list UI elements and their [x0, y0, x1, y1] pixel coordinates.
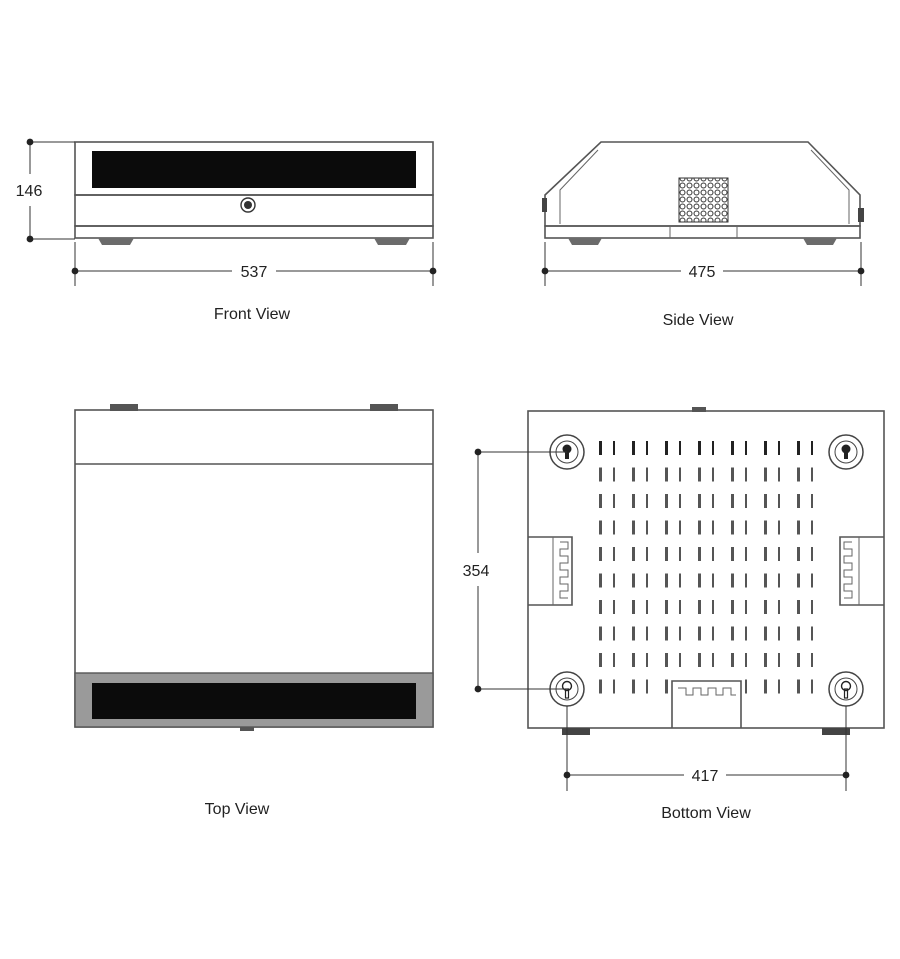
- vent-slot: [764, 468, 767, 482]
- vent-slot: [811, 494, 813, 508]
- side-latch-left: [542, 198, 547, 212]
- vent-slot: [764, 600, 767, 614]
- bottom-side-bracket-right: [840, 537, 884, 605]
- vent-slot: [665, 680, 668, 694]
- front-height-dimension: [16, 139, 75, 243]
- side-view-caption: Side View: [662, 312, 734, 329]
- bottom-width-label: 417: [691, 768, 719, 785]
- vent-slot: [764, 441, 767, 455]
- front-lower-body: [75, 195, 433, 226]
- vent-slot: [745, 680, 747, 694]
- vent-slot: [632, 600, 635, 614]
- top-view: [75, 404, 433, 818]
- vent-slot: [811, 468, 813, 482]
- vent-slot: [797, 600, 800, 614]
- vent-slot: [679, 574, 681, 588]
- vent-slot: [712, 494, 714, 508]
- vent-slot: [665, 521, 668, 535]
- vent-slot: [599, 653, 602, 667]
- top-lock-tab: [240, 727, 254, 731]
- vent-slot: [698, 521, 701, 535]
- vent-slot: [797, 468, 800, 482]
- bottom-height-dimension: [463, 449, 567, 693]
- vent-slot: [698, 468, 701, 482]
- vent-slots: [599, 441, 813, 694]
- bottom-height-label: 354: [462, 563, 490, 580]
- vent-slot: [712, 521, 714, 535]
- vent-slot: [679, 600, 681, 614]
- vent-slot: [632, 574, 635, 588]
- vent-slot: [797, 521, 800, 535]
- front-view: [16, 139, 437, 323]
- side-latch-right: [858, 208, 864, 222]
- top-view-caption: Top View: [204, 801, 270, 818]
- vent-slot: [712, 627, 714, 641]
- vent-slot: [599, 600, 602, 614]
- vent-slot: [613, 494, 615, 508]
- vent-slot: [764, 574, 767, 588]
- vent-slot: [797, 547, 800, 561]
- vent-slot: [745, 600, 747, 614]
- vent-slot: [811, 547, 813, 561]
- vent-slot: [632, 627, 635, 641]
- vent-slot: [613, 627, 615, 641]
- vent-slot: [764, 547, 767, 561]
- vent-slot: [632, 653, 635, 667]
- vent-slot: [698, 653, 701, 667]
- vent-slot: [745, 574, 747, 588]
- vent-slot: [778, 468, 780, 482]
- ventilation-mesh-icon: [679, 178, 728, 222]
- vent-slot: [599, 521, 602, 535]
- vent-slot: [698, 441, 701, 455]
- side-view: [542, 142, 865, 329]
- vent-slot: [731, 600, 734, 614]
- vent-slot: [778, 600, 780, 614]
- vent-slot: [797, 494, 800, 508]
- vent-slot: [646, 468, 648, 482]
- vent-slot: [665, 441, 668, 455]
- vent-slot: [731, 494, 734, 508]
- vent-slot: [698, 600, 701, 614]
- vent-slot: [613, 547, 615, 561]
- vent-slot: [679, 468, 681, 482]
- bottom-view-caption: Bottom View: [661, 805, 751, 822]
- vent-slot: [665, 600, 668, 614]
- vent-slot: [778, 441, 780, 455]
- vent-slot: [679, 627, 681, 641]
- bottom-cable-bracket: [672, 681, 741, 728]
- front-base: [75, 226, 433, 238]
- vent-slot: [811, 680, 813, 694]
- vent-slot: [797, 441, 800, 455]
- vent-slot: [731, 653, 734, 667]
- vent-slot: [745, 653, 747, 667]
- vent-slot: [646, 627, 648, 641]
- vent-slot: [745, 547, 747, 561]
- vent-slot: [764, 680, 767, 694]
- vent-slot: [811, 574, 813, 588]
- vent-slot: [764, 521, 767, 535]
- keyhole-mount-bottom-right: [829, 672, 863, 706]
- side-foot-left: [568, 238, 602, 245]
- vent-slot: [731, 627, 734, 641]
- bottom-view: [463, 407, 884, 822]
- vent-slot: [679, 547, 681, 561]
- vent-slot: [679, 494, 681, 508]
- vent-slot: [613, 680, 615, 694]
- vent-slot: [665, 494, 668, 508]
- vent-slot: [599, 468, 602, 482]
- vent-slot: [646, 574, 648, 588]
- vent-slot: [778, 627, 780, 641]
- vent-slot: [745, 521, 747, 535]
- vent-slot: [632, 680, 635, 694]
- vent-slot: [797, 627, 800, 641]
- vent-slot: [698, 547, 701, 561]
- vent-slot: [632, 521, 635, 535]
- vent-slot: [613, 600, 615, 614]
- vent-slot: [613, 521, 615, 535]
- side-width-label: 475: [688, 264, 716, 281]
- vent-slot: [613, 574, 615, 588]
- vent-slot: [811, 653, 813, 667]
- side-base: [545, 226, 860, 238]
- vent-slot: [778, 653, 780, 667]
- top-dark-window: [92, 683, 416, 719]
- vent-slot: [778, 574, 780, 588]
- vent-slot: [646, 521, 648, 535]
- side-width-dimension: [542, 242, 865, 286]
- front-view-caption: Front View: [213, 306, 291, 323]
- vent-slot: [613, 653, 615, 667]
- vent-slot: [632, 468, 635, 482]
- vent-slot: [745, 627, 747, 641]
- vent-slot: [731, 441, 734, 455]
- vent-slot: [778, 494, 780, 508]
- vent-slot: [599, 494, 602, 508]
- vent-slot: [646, 494, 648, 508]
- vent-slot: [731, 468, 734, 482]
- vent-slot: [764, 653, 767, 667]
- vent-slot: [811, 521, 813, 535]
- vent-slot: [599, 547, 602, 561]
- front-width-dimension: [72, 242, 437, 286]
- lock-icon: [241, 198, 255, 212]
- vent-slot: [745, 441, 747, 455]
- vent-slot: [646, 600, 648, 614]
- vent-slot: [811, 627, 813, 641]
- vent-slot: [646, 680, 648, 694]
- keyhole-mount-top-right: [829, 435, 863, 469]
- front-foot-left: [98, 238, 134, 245]
- vent-slot: [764, 494, 767, 508]
- vent-slot: [712, 600, 714, 614]
- vent-slot: [613, 441, 615, 455]
- vent-slot: [646, 653, 648, 667]
- vent-slot: [632, 547, 635, 561]
- vent-slot: [731, 521, 734, 535]
- vent-slot: [731, 547, 734, 561]
- vent-slot: [698, 494, 701, 508]
- vent-slot: [599, 441, 602, 455]
- vent-slot: [712, 468, 714, 482]
- side-foot-right: [803, 238, 837, 245]
- front-foot-right: [374, 238, 410, 245]
- bottom-foot-left: [562, 728, 590, 735]
- vent-slot: [745, 494, 747, 508]
- front-width-label: 537: [240, 264, 268, 281]
- vent-slot: [811, 441, 813, 455]
- vent-slot: [632, 494, 635, 508]
- vent-slot: [665, 653, 668, 667]
- vent-slot: [712, 441, 714, 455]
- front-dark-window: [92, 151, 416, 188]
- vent-slot: [665, 574, 668, 588]
- vent-slot: [646, 441, 648, 455]
- vent-slot: [811, 600, 813, 614]
- vent-slot: [764, 627, 767, 641]
- vent-slot: [712, 574, 714, 588]
- vent-slot: [599, 680, 602, 694]
- vent-slot: [731, 574, 734, 588]
- vent-slot: [698, 627, 701, 641]
- vent-slot: [797, 653, 800, 667]
- vent-slot: [712, 653, 714, 667]
- vent-slot: [698, 574, 701, 588]
- bottom-side-bracket-left: [528, 537, 572, 605]
- vent-slot: [679, 521, 681, 535]
- bottom-width-dimension: [564, 706, 850, 791]
- vent-slot: [745, 468, 747, 482]
- vent-slot: [632, 441, 635, 455]
- vent-slot: [778, 547, 780, 561]
- vent-slot: [712, 547, 714, 561]
- vent-slot: [599, 627, 602, 641]
- vent-slot: [613, 468, 615, 482]
- vent-slot: [646, 547, 648, 561]
- vent-slot: [665, 468, 668, 482]
- vent-slot: [665, 627, 668, 641]
- vent-slot: [778, 680, 780, 694]
- vent-slot: [797, 574, 800, 588]
- vent-slot: [778, 521, 780, 535]
- front-height-label: 146: [15, 183, 43, 200]
- vent-slot: [797, 680, 800, 694]
- vent-slot: [665, 547, 668, 561]
- vent-slot: [679, 653, 681, 667]
- vent-slot: [679, 441, 681, 455]
- vent-slot: [599, 574, 602, 588]
